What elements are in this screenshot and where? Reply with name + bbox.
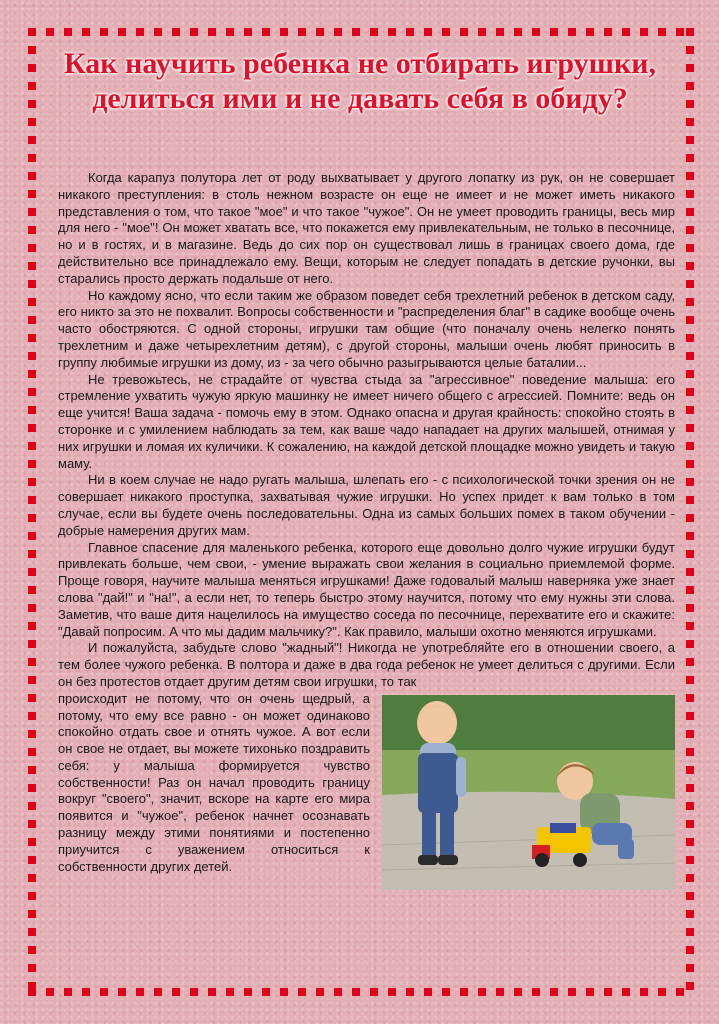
paragraph: Не тревожьтесь, не страдайте от чувства стыда за "агрессивное" поведение малыша: его стремление ухватить чужую яркую машинку не имеет ничего общего с агрессией. Помните: ведь он еще учится! Ваша задача - помочь ему в этом. Однако опасна и другая крайность: спокойно стоять в сторонке и с умилением наблюдать за тем, как ваше чадо нападает на других малышей, отнимая у них игрушки и ломая их куличики. К сожалению, на каждой детской площадке можно увидеть и такую маму. — [58, 371, 675, 471]
article-body — [58, 170, 675, 894]
children-photo-illustration — [382, 695, 675, 890]
paragraph: Ни в коем случае не надо ругать малыша, шлепать его - с психологической точки зрения он не совершает никакого проступка, захватывая чужие игрушки. Но успех придет к вам только в том случае, если вы будете очень последовательны. Одна из самых больших помех в таком обучении - добрые намерения других мам. — [58, 472, 675, 538]
paragraph-continuation: происходит не потому, что он очень щедрый, а потому, что ему все равно - он может одинаково спокойно отдать свое и отнять чужое. А вот если он свое не отдает, вы можете тихонько поздравить себя: у малыша формируется чувство собственности! Раз он начал проводить границу вокруг "своего", значит, вскоре на карте его мира появится и "чужое", ребенок начнет осознавать разницу между этими понятиями и постепенно приучится с уважением относиться к собственности других детей. — [58, 690, 370, 874]
paragraph: И пожалуйста, забудьте слово "жадный"! Никогда не употребляйте его в отношении своего, а тем более чужого ребенка. В полтора и даже в два года ребенок не умеет делиться с другими. Если он без протестов отдает другим детям свои игрушки, то так — [58, 640, 675, 689]
paragraph: Когда карапуз полутора лет от роду выхватывает у другого лопатку из рук, он не совершает никакого преступления: в столь нежном возрасте он еще не имеет и не может иметь никакого представления о том, что такое "мое" и что такое "чужое". Он не умеет проводить границы, весь мир для него - "мое"! Он может хватать все, что покажется ему привлекательным, не только в песочнице, но и в гостях, и в магазине. Ведь до сих пор он существовал лишь в границах своего дома, где действительно все принадлежало ему. Вещи, которым не следует попадать в детские ручонки, вы старались просто держать подальше от него. — [58, 170, 675, 286]
border-top-dots — [28, 28, 694, 36]
paragraph: Но каждому ясно, что если таким же образом поведет себя трехлетний ребенок в детском саду, его никто за это не похвалит. Вопросы собственности и "распределения благ" в садике вообще очень часто обостряются. С одной стороны, игрушки там общие (что поначалу очень нелегко понять трехлетним и даже четырехлетним детям), с другой стороны, малыши очень любят приносить в группу любимые игрушки из дому, из - за чего обычно разыгрываются целые баталии... — [58, 287, 675, 370]
paragraph: Главное спасение для маленького ребенка, которого еще довольно долго чужие игрушки будут привлекать больше, чем свои, - умение выражать свои желания в социально приемлемой форме. Проще говоря, научите малыша меняться игрушками! Даже годовалый малыш наверняка уже знает слова "дай!" и "на!", а если нет, то теперь быстро этому научится, потому что ему нужны эти слова. Заметив, что ваше дитя нацелилось на имущество соседа по песочнице, перехватите его и скажите: "Давай попросим. А что мы дадим мальчику?". Как правило, малыши охотно меняются игрушками. — [58, 539, 675, 639]
children-playing-photo — [382, 695, 675, 890]
border-bottom-dots — [28, 988, 694, 996]
border-left-dots — [28, 28, 36, 996]
article-title: Как научить ребенка не отбирать игрушки, делиться ими и не давать себя в обиду? — [63, 47, 657, 115]
border-right-dots — [686, 28, 694, 996]
